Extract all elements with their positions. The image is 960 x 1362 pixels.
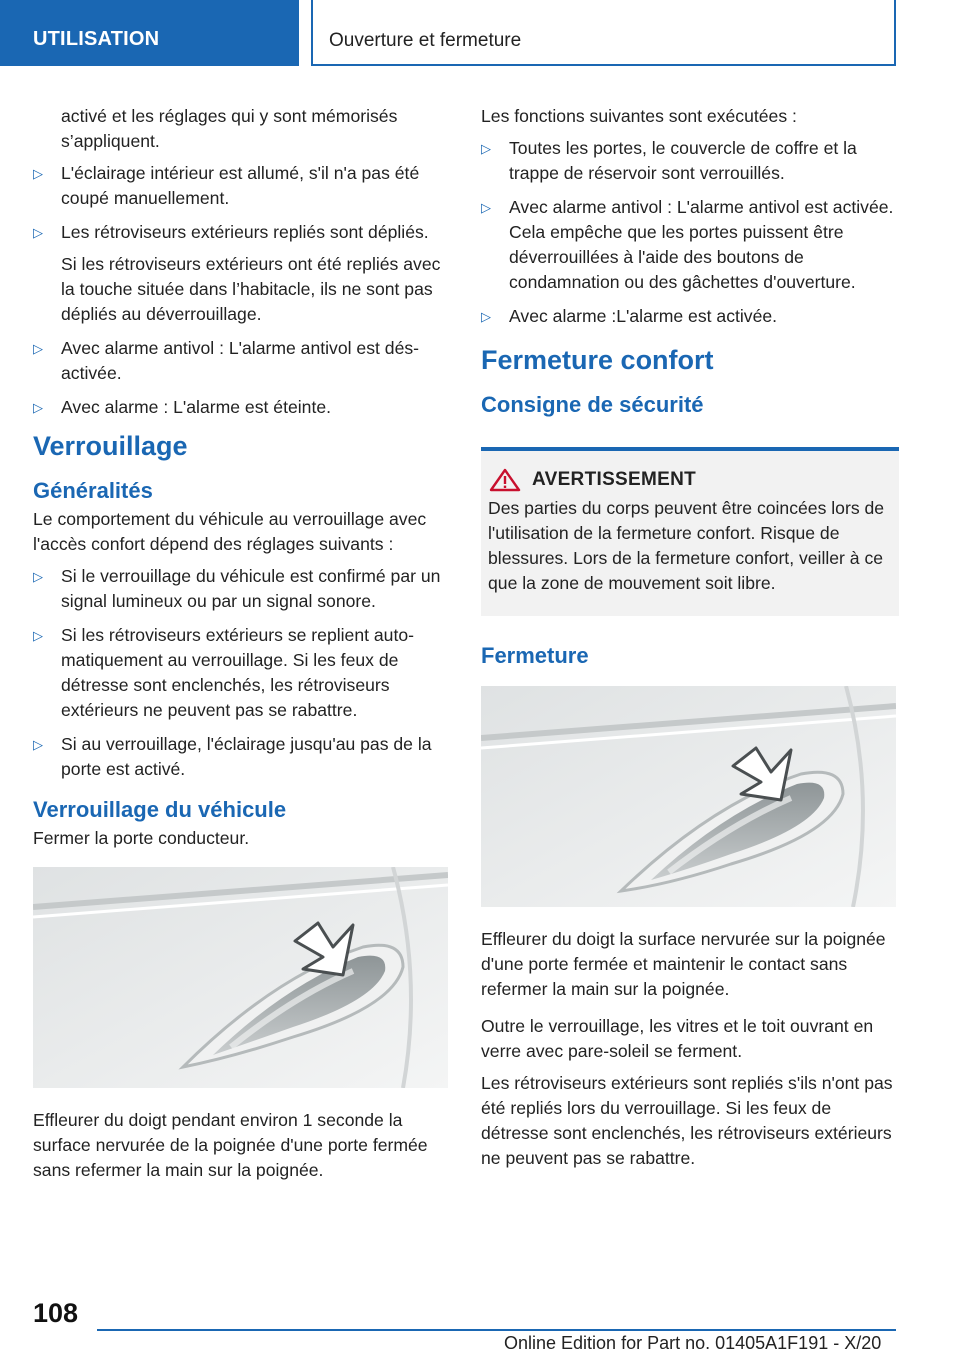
paragraph-closing: Outre le verrouillage, les vitres et le toit ouvrant en verre avec pare-soleil se ferment.: [481, 1016, 874, 1061]
bullet-list: [33, 564, 451, 782]
heading-verrouillage-vehicule: Verrouillage du véhicule: [33, 797, 287, 822]
bullet-list: [33, 161, 451, 420]
triangle-bullet-icon: ▷: [481, 200, 491, 215]
footer-divider: [97, 1329, 896, 1331]
warning-text: Des parties du corps peuvent être coincées lors de l'utilisation de la fermeture confort. Risque de blessures. Lors de la fermeture confort, veiller à ce que la zone de mouvement soit libre.: [488, 498, 885, 593]
triangle-bullet-icon: ▷: [33, 166, 43, 181]
list-item: ▷ Si au verrouillage, l'éclairage jusqu'au pas de la porte est activé.: [33, 734, 432, 779]
triangle-bullet-icon: ▷: [33, 569, 43, 584]
heading-generalites: Généralités: [33, 478, 153, 503]
triangle-bullet-icon: ▷: [33, 737, 43, 752]
heading-fermeture: Fermeture: [481, 643, 589, 668]
warning-header: [488, 467, 891, 492]
triangle-bullet-icon: ▷: [33, 341, 43, 356]
header-chapter-box: [311, 0, 896, 66]
triangle-bullet-icon: ▷: [33, 225, 43, 240]
figure-caption: Effleurer du doigt pendant environ 1 seconde la surface nervurée de la poignée d'une porte fermée sans refermer la main sur la poignée.: [33, 1110, 428, 1180]
list-item: ▷ Si les rétroviseurs extérieurs se replient automatiquement au verrouillage. Si les feux de détresse sont enclenchés, les rétroviseurs extérieurs ne peuvent pas se rabattre.: [33, 625, 415, 720]
right-column: [481, 104, 899, 1178]
door-handle-illustration: [481, 686, 896, 907]
list-item: ▷ Si le verrouillage du véhicule est confirmé par un signal lumineux ou par un signal sonore.: [33, 566, 441, 611]
intro-continuation: activé et les réglages qui y sont mémorisés s’appliquent.: [61, 106, 398, 151]
paragraph-mirrors: Les rétroviseurs extérieurs sont repliés s'ils n'ont pas été repliés lors du verrouillage. Si les feux de détresse sont enclenchés, les rétroviseurs extérieurs ne peuvent pas se rabattre.: [481, 1073, 893, 1168]
bullet-list: [481, 136, 899, 329]
triangle-bullet-icon: ▷: [481, 309, 491, 324]
list-item: ▷ Avec alarme antivol : L'alarme antivol est désactivée.: [33, 338, 420, 383]
left-column: [33, 104, 451, 1190]
triangle-bullet-icon: ▷: [33, 400, 43, 415]
header-section-tab: [0, 0, 299, 66]
list-item: ▷ Avec alarme :L'alarme est activée.: [481, 304, 899, 329]
warning-box: [481, 447, 899, 616]
list-item: ▷ Toutes les portes, le couvercle de coffre et la trappe de réservoir sont verrouillés.: [481, 138, 857, 183]
verrouillage-text: Fermer la porte conducteur.: [33, 828, 250, 848]
generalites-text: Le comportement du véhicule au verrouillage avec l'accès confort dépend des réglages suivants :: [33, 509, 427, 554]
triangle-bullet-icon: ▷: [33, 628, 43, 643]
list-item: ▷ Avec alarme antivol : L'alarme antivol est activée. Cela empêche que les portes puissent être déverrouillées à l'aide des boutons de condamnation ou des gâchettes d'ouverture.: [481, 197, 894, 292]
warning-triangle-icon: [488, 468, 522, 492]
section-title: UTILISATION: [33, 28, 160, 50]
functions-intro: Les fonctions suivantes sont exécutées :: [481, 106, 797, 126]
list-item: ▷ Avec alarme : L'alarme est éteinte.: [33, 395, 451, 420]
heading-verrouillage: Verrouillage: [33, 431, 188, 461]
footer-edition: Online Edition for Part no. 01405A1F191 - X/20: [504, 1333, 882, 1353]
chapter-title: Ouverture et fermeture: [329, 30, 522, 51]
figure-caption: Effleurer du doigt la surface nervurée sur la poignée d'une porte fermée et maintenir le contact sans refermer la main sur la poignée.: [481, 929, 886, 999]
list-item-note: Si les rétroviseurs extérieurs ont été repliés avec la touche située dans l’habitacle, ils ne sont pas dépliés au déverrouillage.: [61, 254, 441, 324]
triangle-bullet-icon: ▷: [481, 141, 491, 156]
heading-consigne-securite: Consigne de sécurité: [481, 392, 704, 417]
door-handle-illustration: [33, 867, 448, 1088]
page-number: 108: [33, 1298, 79, 1328]
heading-fermeture-confort: Fermeture confort: [481, 345, 714, 375]
list-item: ▷ L'éclairage intérieur est allumé, s'il n'a pas été coupé manuellement.: [33, 163, 420, 208]
warning-title: AVERTISSEMENT: [532, 469, 697, 490]
list-item: ▷ Les rétroviseurs extérieurs repliés sont dépliés. Si les rétroviseurs extérieurs ont été repliés avec la touche située dans l’habitacle, ils ne sont pas dépliés au déverrouillage.: [33, 220, 451, 327]
